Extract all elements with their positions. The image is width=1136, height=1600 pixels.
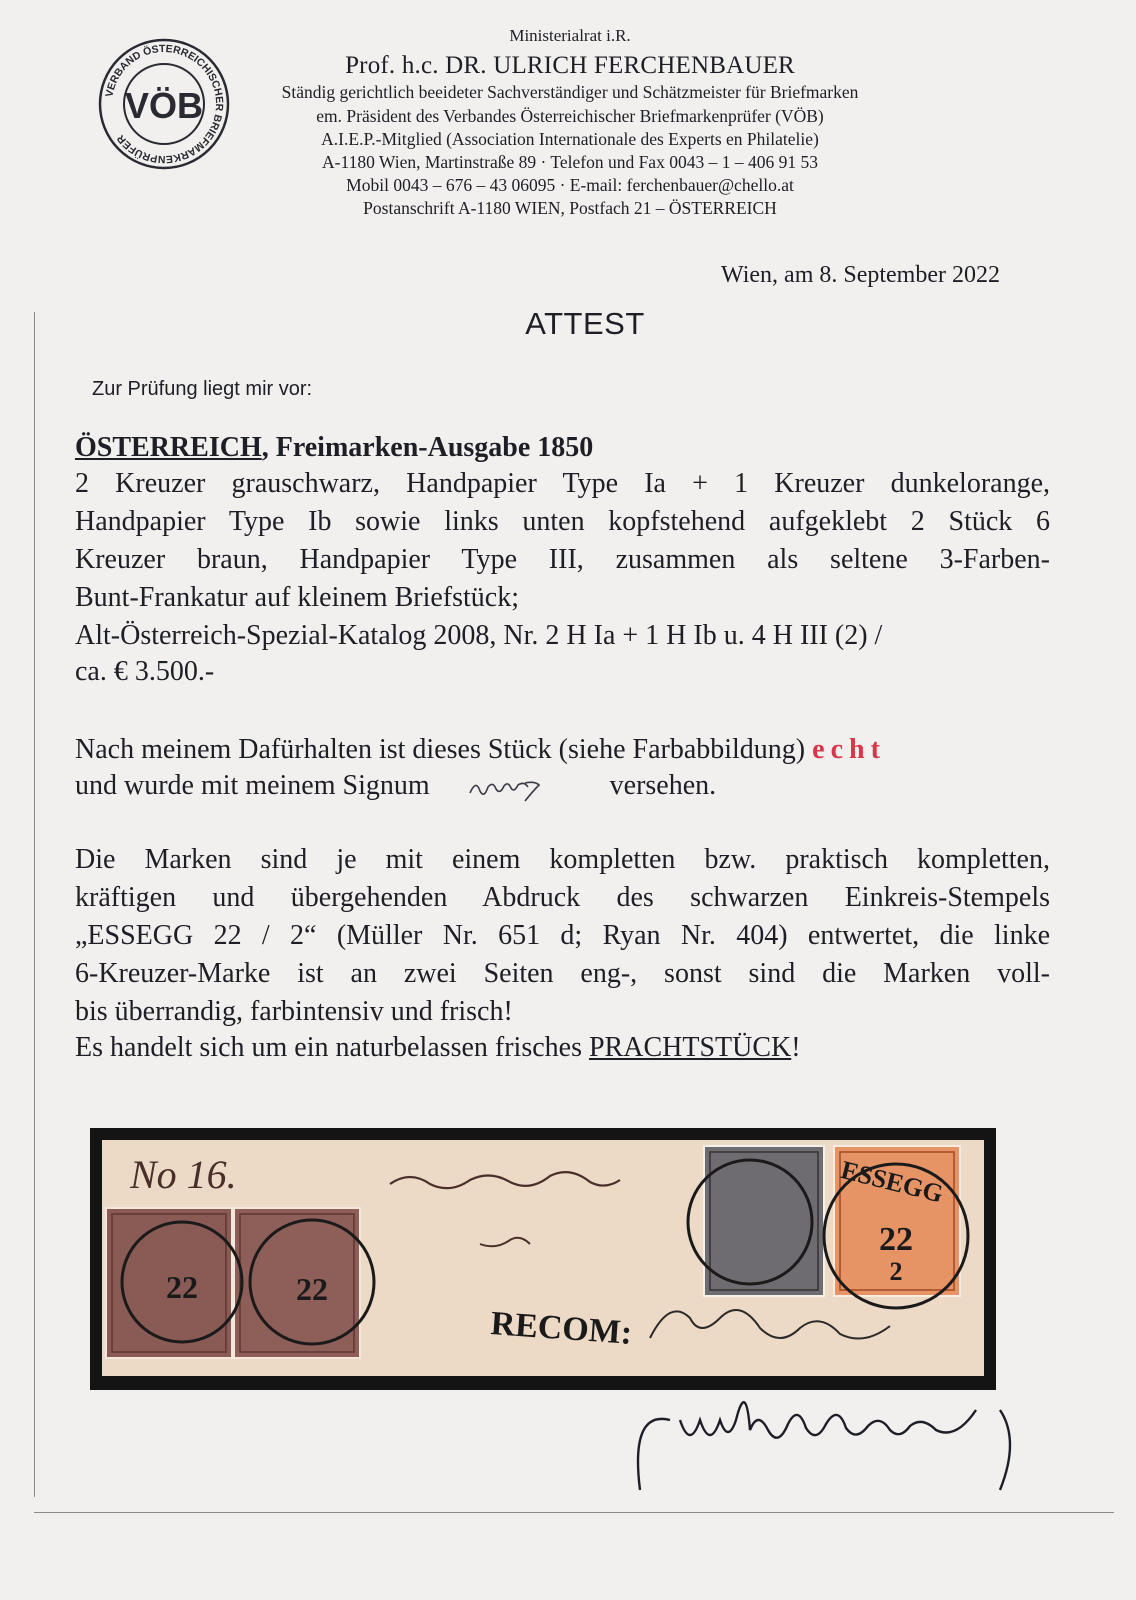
item-title <box>75 430 1050 466</box>
signum-text-end: versehen. <box>609 770 717 801</box>
intro-text: Zur Prüfung liegt mir vor: <box>92 378 313 400</box>
seal-ring-text: VERBAND ÖSTERREICHISCHER BRIEFMARKENPRÜFER <box>103 42 226 166</box>
document-heading: ATTEST <box>525 306 645 341</box>
item-country: ÖSTERREICH <box>75 432 262 463</box>
condition-line: Die Marken sind je mit einem kompletten bzw. praktisch kompletten, <box>75 844 1050 875</box>
stamp-2kr <box>704 1146 824 1296</box>
letterhead-name: Prof. h.c. DR. ULRICH FERCHENBAUER <box>345 52 795 79</box>
seal-initials: VÖB <box>124 85 204 126</box>
condition-line: „ESSEGG 22 / 2“ (Müller Nr. 651 d; Ryan Nr. 404) entwertet, die linke <box>75 920 1050 951</box>
description-line: 2 Kreuzer grauschwarz, Handpapier Type Ia + 1 Kreuzer dunkelorange, <box>75 468 1050 499</box>
signum-line <box>75 768 1050 804</box>
stamp-photo <box>90 1128 996 1390</box>
opinion-line <box>75 732 1050 768</box>
letterhead-line: A.I.E.P.-Mitglied (Association Internationale des Experts en Philatelie) <box>321 129 819 149</box>
letterhead-line: Ständig gerichtlich beeideter Sachverständiger und Schätzmeister für Briefmarken <box>281 82 859 102</box>
document-date: Wien, am 8. September 2022 <box>721 262 1000 288</box>
opinion-text: Nach meinem Dafürhalten ist dieses Stück (siehe Farbabbildung) <box>75 734 813 765</box>
catalogue-value: ca. € 3.500.- <box>75 656 215 687</box>
expert-signature <box>600 1380 1060 1500</box>
cancel-month: 2 <box>889 1257 903 1286</box>
description-line: Kreuzer braun, Handpapier Type III, zusammen als seltene 3-Farben- <box>75 544 1050 575</box>
conclusion-end: ! <box>791 1032 801 1063</box>
cancel-day-2: 22 <box>296 1271 328 1307</box>
cancel-town: ESSEGG <box>838 1155 947 1209</box>
item-issue: , Freimarken-Ausgabe 1850 <box>261 432 594 463</box>
verdict-echt: echt <box>812 734 886 765</box>
cancel-day-3: 22 <box>879 1221 913 1258</box>
letterhead-title-line: Ministerialrat i.R. <box>509 26 631 45</box>
description-line: Handpapier Type Ib sowie links unten kopfstehend aufgeklebt 2 Stück 6 <box>75 506 1050 537</box>
letterhead-contact: Mobil 0043 – 676 – 43 06095 · E-mail: ferchenbauer@chello.at <box>346 175 794 195</box>
signum-mark-icon <box>430 773 610 803</box>
recom-mark: RECOM: <box>489 1305 634 1352</box>
letterhead-postal: Postanschrift A-1180 WIEN, Postfach 21 – ÖSTERREICH <box>363 198 777 218</box>
bottom-margin-line <box>34 1512 1114 1513</box>
left-margin-line <box>34 312 35 1497</box>
manuscript-number: No 16. <box>130 1152 237 1197</box>
conclusion-text: Es handelt sich um ein naturbelassen frisches <box>75 1032 589 1063</box>
prachtstueck: PRACHTSTÜCK <box>588 1032 792 1063</box>
signum-text: und wurde mit meinem Signum <box>75 770 430 801</box>
voeb-seal <box>98 38 230 170</box>
catalogue-line: Alt-Österreich-Spezial-Katalog 2008, Nr. 2 H Ia + 1 H Ib u. 4 H III (2) / <box>75 620 883 651</box>
letterhead-address: A-1180 Wien, Martinstraße 89 · Telefon und Fax 0043 – 1 – 406 91 53 <box>322 152 818 172</box>
condition-line: bis überrandig, farbintensiv und frisch! <box>75 996 513 1027</box>
cancel-day-1: 22 <box>166 1269 198 1305</box>
conclusion-line <box>75 1030 1050 1066</box>
letterhead-line: em. Präsident des Verbandes Österreichischer Briefmarkenprüfer (VÖB) <box>316 106 824 126</box>
condition-line: kräftigen und übergehenden Abdruck des schwarzen Einkreis-Stempels <box>75 882 1050 913</box>
description-line: Bunt-Frankatur auf kleinem Briefstück; <box>75 582 519 613</box>
condition-line: 6-Kreuzer-Marke ist an zwei Seiten eng-, sonst sind die Marken voll- <box>75 958 1050 989</box>
